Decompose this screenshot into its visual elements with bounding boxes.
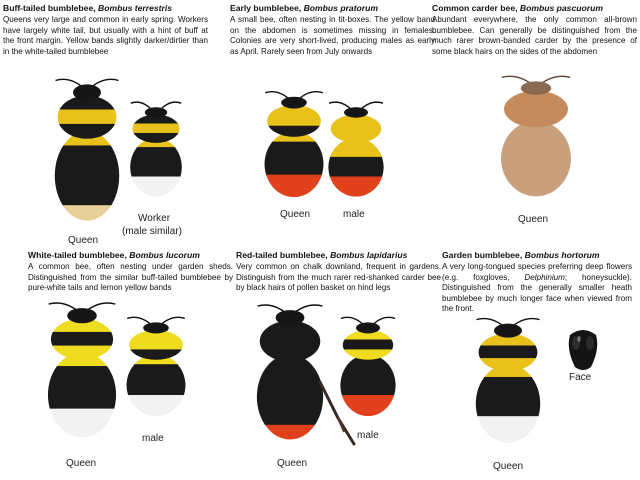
male-label: male [357,430,379,441]
early-queen-illustration [262,92,326,210]
species-card-white-tailed [28,250,233,294]
species-description: A small bee, often nesting in tit-boxes. The yellow band on the abdomen is sometimes missing in females. Colonies are very short-lived, producing males as early as April. Rarely seen from July onwards [230,15,435,56]
species-description: Abundant everywhere, the only common all-brown bumblebee. Can generally be distinguished from the much rarer brown-banded carder by the presence of some black hairs on the sides of the abdomen [432,15,637,56]
buff-tailed-worker-illustration [128,103,184,208]
early-male-illustration [326,103,386,208]
species-card-garden [442,250,632,315]
species-card-buff-tailed [3,3,208,57]
face-label: Face [569,372,592,383]
white-tailed-queen-illustration [45,302,119,454]
worker-label: Worker [138,213,171,224]
species-title: White-tailed bumblebee, Bombus lucorum [28,250,200,260]
species-description: A common bee, often nesting under garden sheds. Distinguished from the similar buff-tailed bumblebee by pure-white tails and lemon yellow bands [28,262,233,293]
species-title: Garden bumblebee, Bombus hortorum [442,250,600,260]
species-card-early [230,3,435,57]
garden-queen-illustration [473,318,543,458]
male-label: male [142,433,164,444]
queen-label: Queen [277,458,308,469]
species-title: Red-tailed bumblebee, Bombus lapidarius [236,250,408,260]
buff-tailed-queen-illustration [52,78,122,238]
pollen-leg-illustration [316,378,361,450]
species-description: Very common on chalk downland, frequent in gardens. Distinguish from the much rarer red-shanked carder bee by black hairs of pollen basket on hind legs [236,262,441,293]
species-description: A very long-tongued species preferring deep flowers (e.g. foxgloves, Delphinium; honeysuckle). Distinguished from the generally smaller heath bumblebee by much longer face when viewed from the front. [442,262,632,314]
queen-label: Queen [493,461,524,472]
species-description: Queens very large and common in early spring. Workers have largely white tail, but usually with a hint of buff at the front margin. Yellow bands slightly darker/dirtier than in the white-tailed bumblebee [3,15,208,56]
species-card-common-carder [432,3,637,57]
white-tailed-male-illustration [124,318,188,428]
male-label: male [343,209,365,220]
species-card-red-tailed [236,250,441,294]
male-similar-label: (male similar) [122,226,182,237]
queen-label: Queen [280,209,311,220]
common-carder-queen-illustration [498,76,574,211]
species-title: Common carder bee, Bombus pascuorum [432,3,603,13]
queen-label: Queen [68,235,99,246]
face-icon [565,327,601,373]
species-title: Early bumblebee, Bombus pratorum [230,3,379,13]
queen-label: Queen [518,214,549,225]
queen-label: Queen [66,458,97,469]
species-title: Buff-tailed bumblebee, Bombus terrestris [3,3,173,13]
